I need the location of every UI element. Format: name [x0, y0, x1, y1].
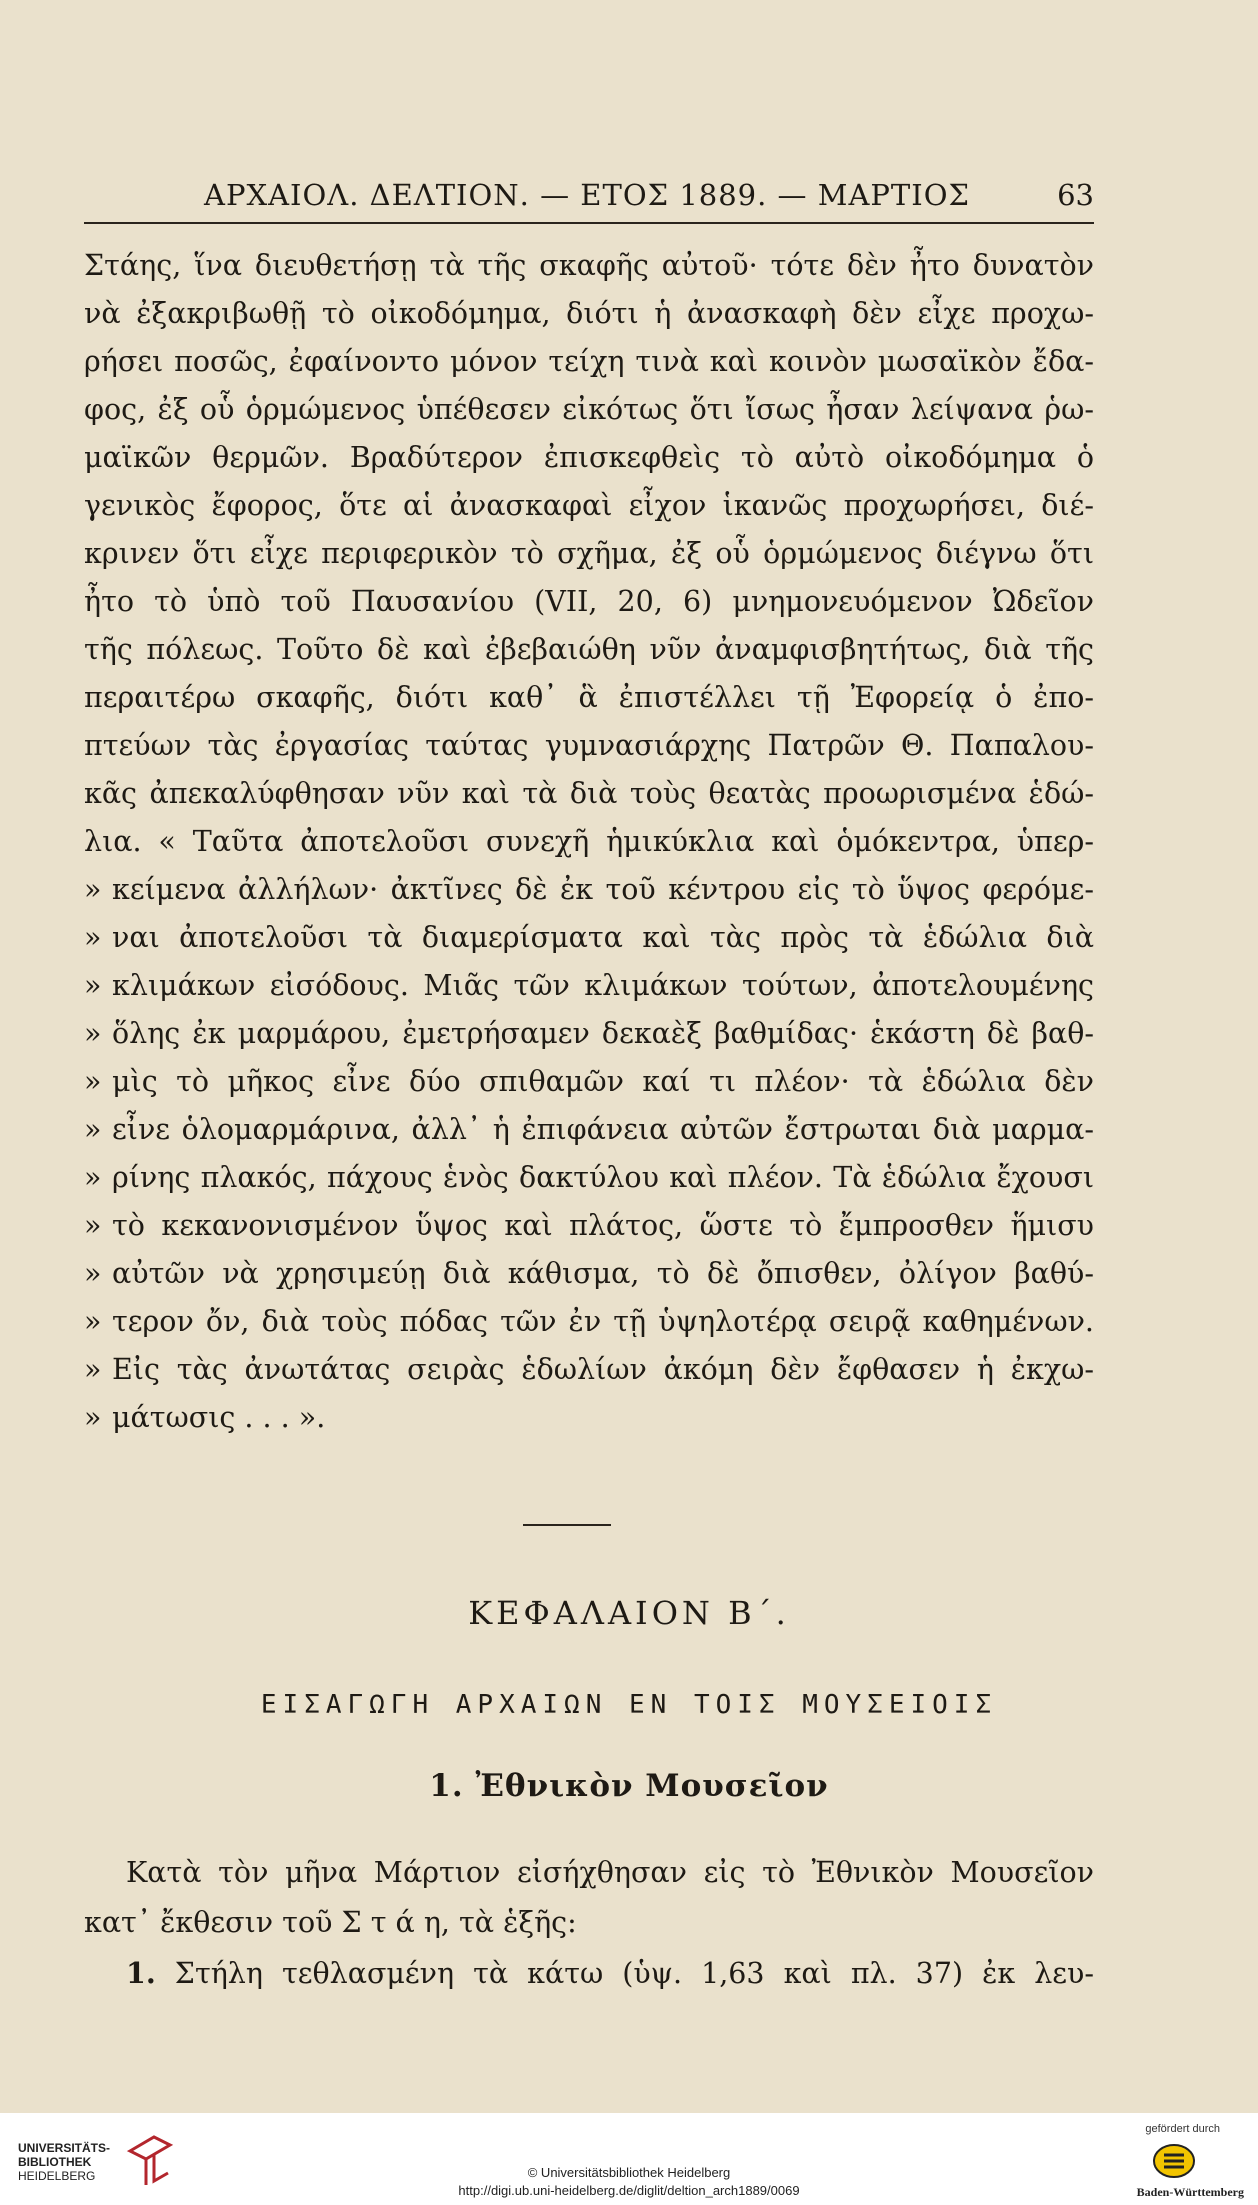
chapter-subtitle: ΕΙΣΑΓΩΓΗ ΑΡΧΑΙΩΝ ΕΝ ΤΟΙΣ ΜΟΥΣΕΙΟΙΣ — [260, 1690, 998, 1720]
quote-text: ρίνης πλακός, πάχους ἑνὸς δακτύλου καὶ πλέον. Τὰ ἑδώλια ἔχουσι — [112, 1161, 1094, 1194]
list-item — [84, 1948, 1094, 1998]
library-name-line: UNIVERSITÄTS- — [18, 2141, 111, 2155]
text-line: τῆς πόλεως. Τοῦτο δὲ καὶ ἐβεβαιώθη νῦν ἀναμφισβητήτως, διὰ τῆς — [84, 633, 1094, 666]
quote-text: ναι ἀποτελοῦσι τὰ διαμερίσματα καὶ τὰς πρὸς τὰ ἑδώλια διὰ — [112, 921, 1094, 954]
quote-line — [84, 866, 1094, 914]
quote-line — [84, 962, 1094, 1010]
funder-name: Baden-Württemberg — [1136, 2185, 1244, 2199]
text-line: λια. « Ταῦτα ἀποτελοῦσι συνεχῆ ἡμικύκλια καὶ ὁμόκεντρα, ὑπερ- — [84, 825, 1094, 858]
quote-line — [84, 1058, 1094, 1106]
quote-line — [84, 1394, 1094, 1442]
quote-text: μὶς τὸ μῆκος εἶνε δύο σπιθαμῶν καί τι πλέον· τὰ ἑδώλια δὲν — [112, 1065, 1094, 1098]
quote-mark: » — [84, 1113, 102, 1146]
text-line: ρήσει ποσῶς, ἐφαίνοντο μόνον τείχη τινὰ καὶ κοινὸν μωσαϊκὸν ἔδα- — [84, 345, 1094, 378]
text-line: κᾶς ἀπεκαλύφθησαν νῦν καὶ τὰ διὰ τοὺς θεατὰς προωρισμένα ἑδώ- — [84, 777, 1094, 810]
text-line: κατ᾽ ἔκθεσιν τοῦ Σ τ ά η, τὰ ἑξῆς: — [84, 1906, 577, 1939]
quote-text: ὅλης ἐκ μαρμάρου, ἐμετρήσαμεν δεκαὲξ βαθμίδας· ἑκάστη δὲ βαθ- — [112, 1017, 1094, 1050]
quote-line — [84, 1154, 1094, 1202]
quote-mark: » — [84, 1209, 102, 1242]
quote-mark: » — [84, 969, 102, 1002]
text-line: γενικὸς ἔφορος, ὅτε αἱ ἀνασκαφαὶ εἶχον ἱκανῶς προχωρήσει, διέ- — [84, 489, 1094, 522]
quote-mark: » — [84, 1017, 102, 1050]
quote-mark: » — [84, 1161, 102, 1194]
text-line: νὰ ἐξακριβωθῇ τὸ οἰκοδόμημα, διότι ἡ ἀνασκαφὴ δὲν εἶχε προχω- — [84, 297, 1094, 330]
baden-wuerttemberg-emblem-icon — [1152, 2143, 1196, 2179]
main-text — [84, 242, 1094, 1442]
quote-text: κλιμάκων εἰσόδους. Μιᾶς τῶν κλιμάκων τούτων, ἀποτελουμένης — [112, 969, 1094, 1002]
quote-text: Εἰς τὰς ἀνωτάτας σειρὰς ἑδωλίων ἀκόμη δὲν ἔφθασεν ἡ ἐκχω- — [112, 1353, 1094, 1386]
quote-mark: » — [84, 873, 102, 906]
quote-mark: » — [84, 921, 102, 954]
copyright-notice: © Universitätsbibliothek Heidelberg — [527, 2165, 731, 2180]
quote-line — [84, 1010, 1094, 1058]
section-heading: 1. Ἐθνικὸν Μουσεῖον — [429, 1768, 829, 1804]
library-name-line: HEIDELBERG — [18, 2169, 96, 2183]
section-text — [84, 1848, 1094, 1998]
text-line: κρινεν ὅτι εἶχε περιφερικὸν τὸ σχῆμα, ἐξ οὗ ὁρμώμενος διέγνω ὅτι — [84, 537, 1094, 570]
quote-line — [84, 1106, 1094, 1154]
chapter-title: ΚΕΦΑΛΑΙΟΝ Β΄. — [468, 1594, 790, 1632]
quote-line — [84, 1298, 1094, 1346]
quote-text: μάτωσις . . . ». — [112, 1401, 326, 1434]
quote-text: εἶνε ὁλομαρμάρινα, ἀλλ᾽ ἡ ἐπιφάνεια αὐτῶν ἔστρωται διὰ μαρμα- — [112, 1113, 1094, 1146]
quote-text: τὸ κεκανονισμένον ὕψος καὶ πλάτος, ὥστε τὸ ἔμπροσθεν ἥμισυ — [112, 1209, 1094, 1242]
quote-mark: » — [84, 1065, 102, 1098]
quote-mark: » — [84, 1305, 102, 1338]
funded-by-label: gefördert durch — [1145, 2123, 1220, 2135]
page-header — [84, 174, 1094, 224]
quote-line — [84, 1250, 1094, 1298]
quote-text: τερον ὄν, διὰ τοὺς πόδας τῶν ἐν τῇ ὑψηλοτέρᾳ σειρᾷ καθημένων. — [112, 1305, 1094, 1338]
text-line: περαιτέρω σκαφῆς, διότι καθ᾽ ἃ ἐπιστέλλει τῇ Ἐφορείᾳ ὁ ἐπο- — [84, 681, 1094, 714]
quote-mark: » — [84, 1401, 102, 1434]
item-text: Στήλη τεθλασμένη τὰ κάτω (ὑψ. 1,63 καὶ πλ. 37) ἐκ λευ- — [174, 1957, 1094, 1990]
text-line: ἦτο τὸ ὑπὸ τοῦ Παυσανίου (VII, 20, 6) μνημονευόμενον Ὠδεῖον — [84, 585, 1094, 618]
library-name-line: BIBLIOTHEK — [18, 2155, 92, 2169]
quote-mark: » — [84, 1353, 102, 1386]
digitization-footer — [0, 2113, 1258, 2205]
text-line: Στάης, ἵνα διευθετήσῃ τὰ τῆς σκαφῆς αὐτοῦ· τότε δὲν ἦτο δυνατὸν — [84, 249, 1094, 282]
text-line: Κατὰ τὸν μῆνα Μάρτιον εἰσήχθησαν εἰς τὸ Ἐθνικὸν Μουσεῖον — [126, 1856, 1094, 1889]
text-line: πτεύων τὰς ἐργασίας ταύτας γυμνασιάρχης Πατρῶν Θ. Παπαλου- — [84, 729, 1094, 762]
quote-line — [84, 1202, 1094, 1250]
text-line: μαϊκῶν θερμῶν. Βραδύτερον ἐπισκεφθεὶς τὸ αὐτὸ οἰκοδόμημα ὁ — [84, 441, 1094, 474]
quote-text: κείμενα ἀλλήλων· ἀκτῖνες δὲ ἐκ τοῦ κέντρου εἰς τὸ ὕψος φερόμε- — [112, 873, 1094, 906]
permalink-url[interactable]: http://digi.ub.uni-heidelberg.de/diglit/deltion_arch1889/0069 — [458, 2183, 800, 2198]
running-head: ΑΡΧΑΙΟΛ. ΔΕΛΤΙΟΝ. — ΕΤΟΣ 1889. — ΜΑΡΤΙΟΣ — [204, 178, 971, 212]
quote-line — [84, 914, 1094, 962]
ub-heidelberg-logo-icon — [124, 2131, 176, 2191]
quote-mark: » — [84, 1257, 102, 1290]
section-divider — [523, 1524, 611, 1526]
quote-text: αὐτῶν νὰ χρησιμεύῃ διὰ κάθισμα, τὸ δὲ ὄπισθεν, ὀλίγον βαθύ- — [112, 1257, 1094, 1290]
quote-line — [84, 1346, 1094, 1394]
page-number: 63 — [1057, 178, 1094, 212]
text-line: φος, ἐξ οὗ ὁρμώμενος ὑπέθεσεν εἰκότως ὅτι ἴσως ἦσαν λείψανα ῥω- — [84, 393, 1094, 426]
item-number: 1. — [126, 1956, 156, 1990]
